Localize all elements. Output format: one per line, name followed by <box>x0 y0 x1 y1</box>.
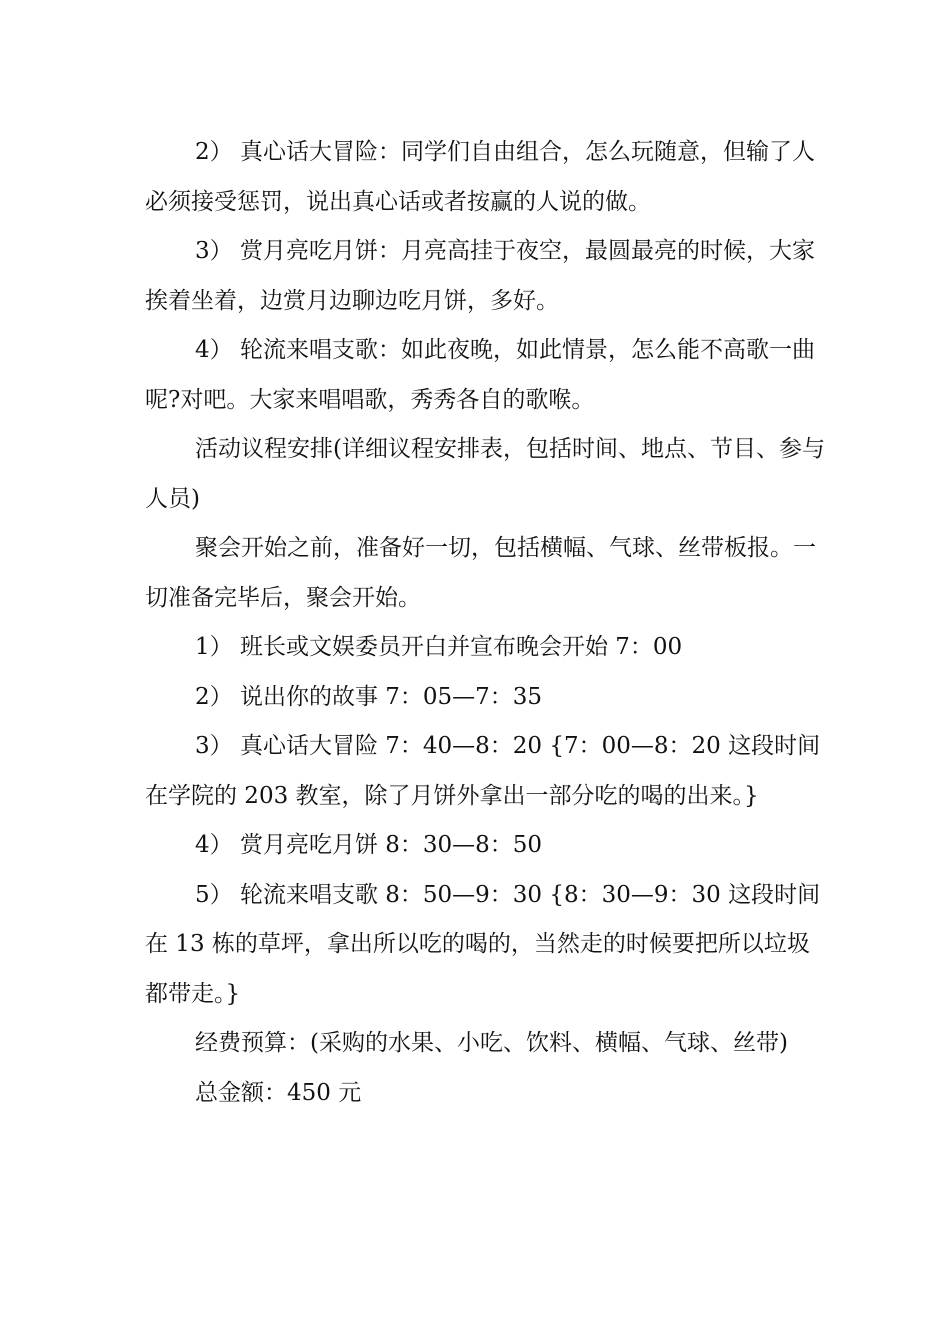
paragraph-agenda-heading: 活动议程安排(详细议程安排表，包括时间、地点、节目、参与人员) <box>145 436 825 512</box>
paragraph-budget: 经费预算：(采购的水果、小吃、饮料、横幅、气球、丝带) <box>195 1030 788 1056</box>
agenda-item-moon-viewing: 4） 赏月亮吃月饼 8：30—8：50 <box>195 832 543 858</box>
agenda-item-stories: 2） 说出你的故事 7：05—7：35 <box>195 683 543 710</box>
paragraph-total-amount: 总金额：450 元 <box>195 1079 362 1106</box>
paragraph-singing: 4） 轮流来唱支歌：如此夜晚，如此情景，怎么能不高歌一曲呢?对吧。大家来唱唱歌，秀秀各自的歌喉。 <box>145 337 815 413</box>
agenda-item-opening: 1） 班长或文娱委员开白并宣布晚会开始 7：00 <box>195 634 683 660</box>
paragraph-game-truth-or-dare: 2） 真心话大冒险：同学们自由组合，怎么玩随意，但输了人必须接受惩罚，说出真心话或者按赢的人说的做。 <box>145 139 815 215</box>
agenda-item-truth-or-dare: 3） 真心话大冒险 7：40—8：20 {7：00—8：20 这段时间在学院的 203 教室，除了月饼外拿出一部分吃的喝的出来。} <box>145 733 821 809</box>
paragraph-preparation: 聚会开始之前，准备好一切，包括横幅、气球、丝带板报。一切准备完毕后，聚会开始。 <box>145 535 816 611</box>
agenda-item-singing: 5） 轮流来唱支歌 8：50—9：30 {8：30—9：30 这段时间在 13 栋的草坪，拿出所以吃的喝的，当然走的时候要把所以垃圾都带走。} <box>145 881 821 1007</box>
paragraph-moon-viewing: 3） 赏月亮吃月饼：月亮高挂于夜空，最圆最亮的时候，大家挨着坐着，边赏月边聊边吃月饼，多好。 <box>145 238 815 314</box>
document-body <box>145 128 825 1118</box>
